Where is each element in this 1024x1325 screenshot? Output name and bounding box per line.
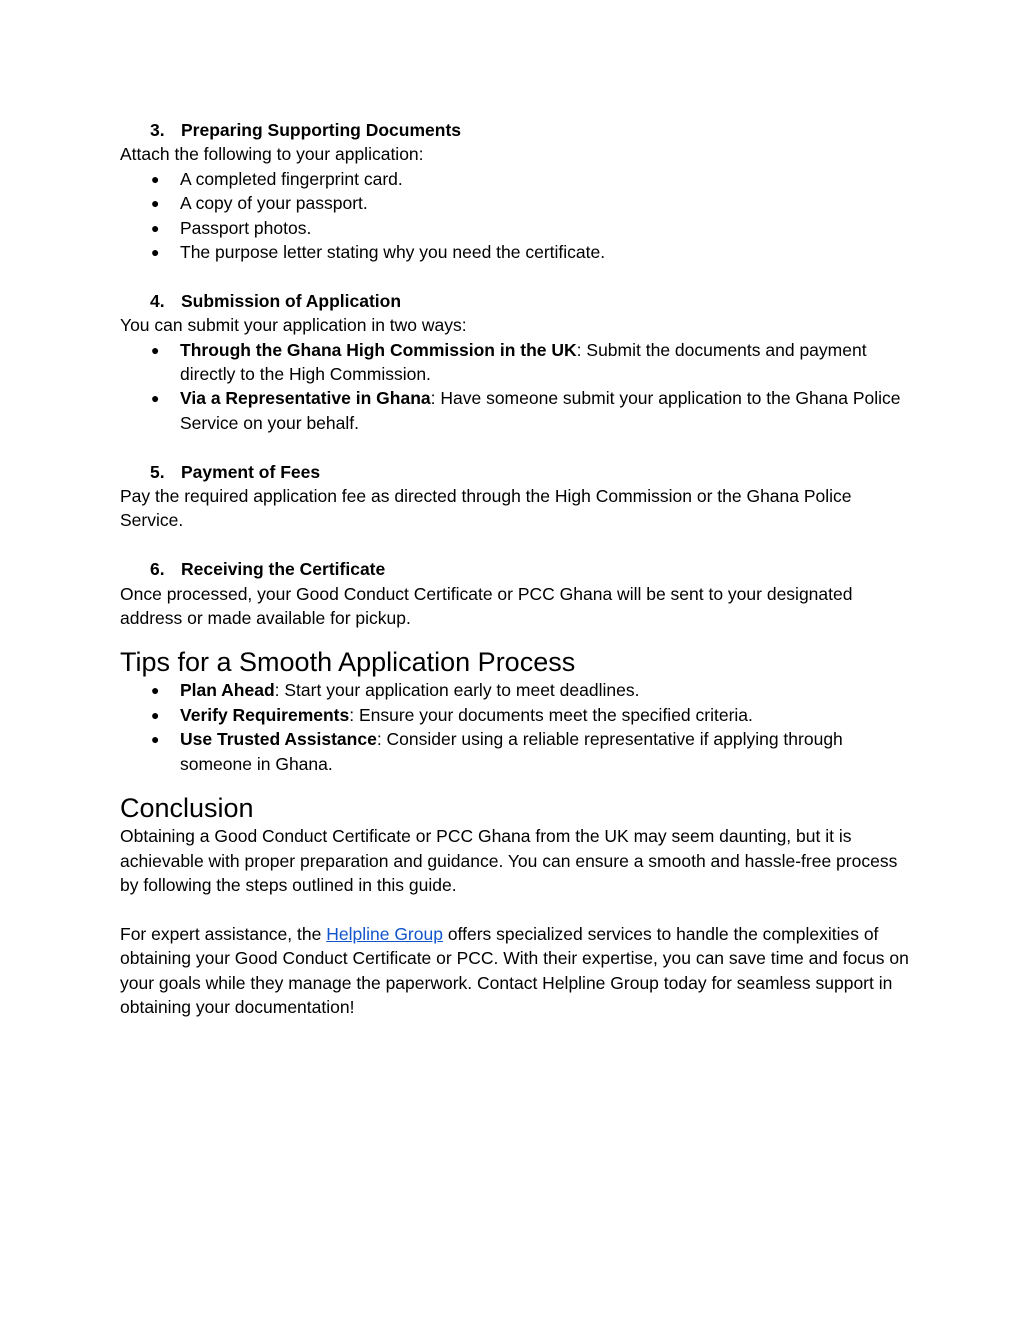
bullet-icon: ● (151, 170, 160, 187)
list-item: ● Via a Representative in Ghana: Have someone submit your application to the Ghana Police Service on your behalf. (120, 386, 910, 435)
bullet-icon: ● (151, 244, 160, 261)
section-heading-preparing-documents (120, 118, 910, 142)
list-item: ● Plan Ahead: Start your application early to meet deadlines. (120, 678, 910, 702)
tips-heading: Tips for a Smooth Application Process (120, 647, 576, 678)
bullet-icon: ● (151, 706, 160, 723)
section-body: Pay the required application fee as directed through the High Commission or the Ghana Police Service. (120, 486, 852, 531)
bullet-icon: ● (151, 195, 160, 212)
section-heading-payment (120, 460, 910, 484)
list-item: ● Verify Requirements: Ensure your documents meet the specified criteria. (120, 703, 910, 727)
bullet-icon: ● (151, 219, 160, 236)
document-page (120, 118, 910, 1019)
bullet-icon: ● (151, 341, 160, 358)
list-item: ● Use Trusted Assistance: Consider using a reliable representative if applying through someone in Ghana. (120, 727, 910, 776)
list-item: ● Through the Ghana High Commission in the UK: Submit the documents and payment directly to the High Commission. (120, 338, 910, 387)
list-item: ● The purpose letter stating why you need the certificate. (120, 240, 910, 264)
bullet-icon: ● (151, 390, 160, 407)
assistance-paragraph: For expert assistance, the Helpline Group offers specialized services to handle the complexities of obtaining your Good Conduct Certificate or PCC. With their expertise, you can save time and focus on your goals while they manage the paperwork. Contact Helpline Group today for seamless support in obtaining your documentation! (120, 923, 909, 1017)
section-intro: Attach the following to your application: (120, 144, 424, 165)
section-body: Once processed, your Good Conduct Certificate or PCC Ghana will be sent to your designated address or made available for pickup. (120, 583, 853, 629)
section-intro: You can submit your application in two ways: (120, 315, 467, 336)
section-number: 6. (150, 559, 165, 580)
section-title: Preparing Supporting Documents (181, 120, 462, 140)
documents-list (120, 167, 910, 265)
tips-list (120, 678, 910, 776)
bullet-icon: ● (151, 682, 160, 699)
section-heading-receiving (120, 557, 910, 581)
section-heading-submission (120, 289, 910, 313)
helpline-group-link[interactable]: Helpline Group (326, 923, 443, 944)
list-item: ● A completed fingerprint card. (120, 167, 910, 191)
list-item: ● Passport photos. (120, 216, 910, 240)
section-number: 5. (150, 461, 165, 482)
submission-methods-list (120, 338, 910, 436)
section-number: 3. (150, 120, 165, 140)
section-title: Receiving the Certificate (181, 559, 386, 580)
section-title: Payment of Fees (181, 461, 321, 482)
conclusion-paragraph: Obtaining a Good Conduct Certificate or PCC Ghana from the UK may seem daunting, but it is achievable with proper preparation and guidance. You can ensure a smooth and hassle-free process by following the steps outlined in this guide. (120, 826, 898, 895)
conclusion-heading: Conclusion (120, 793, 254, 824)
list-item: ● A copy of your passport. (120, 191, 910, 215)
bullet-icon: ● (151, 731, 160, 748)
section-number: 4. (150, 290, 165, 311)
section-title: Submission of Application (181, 290, 402, 311)
